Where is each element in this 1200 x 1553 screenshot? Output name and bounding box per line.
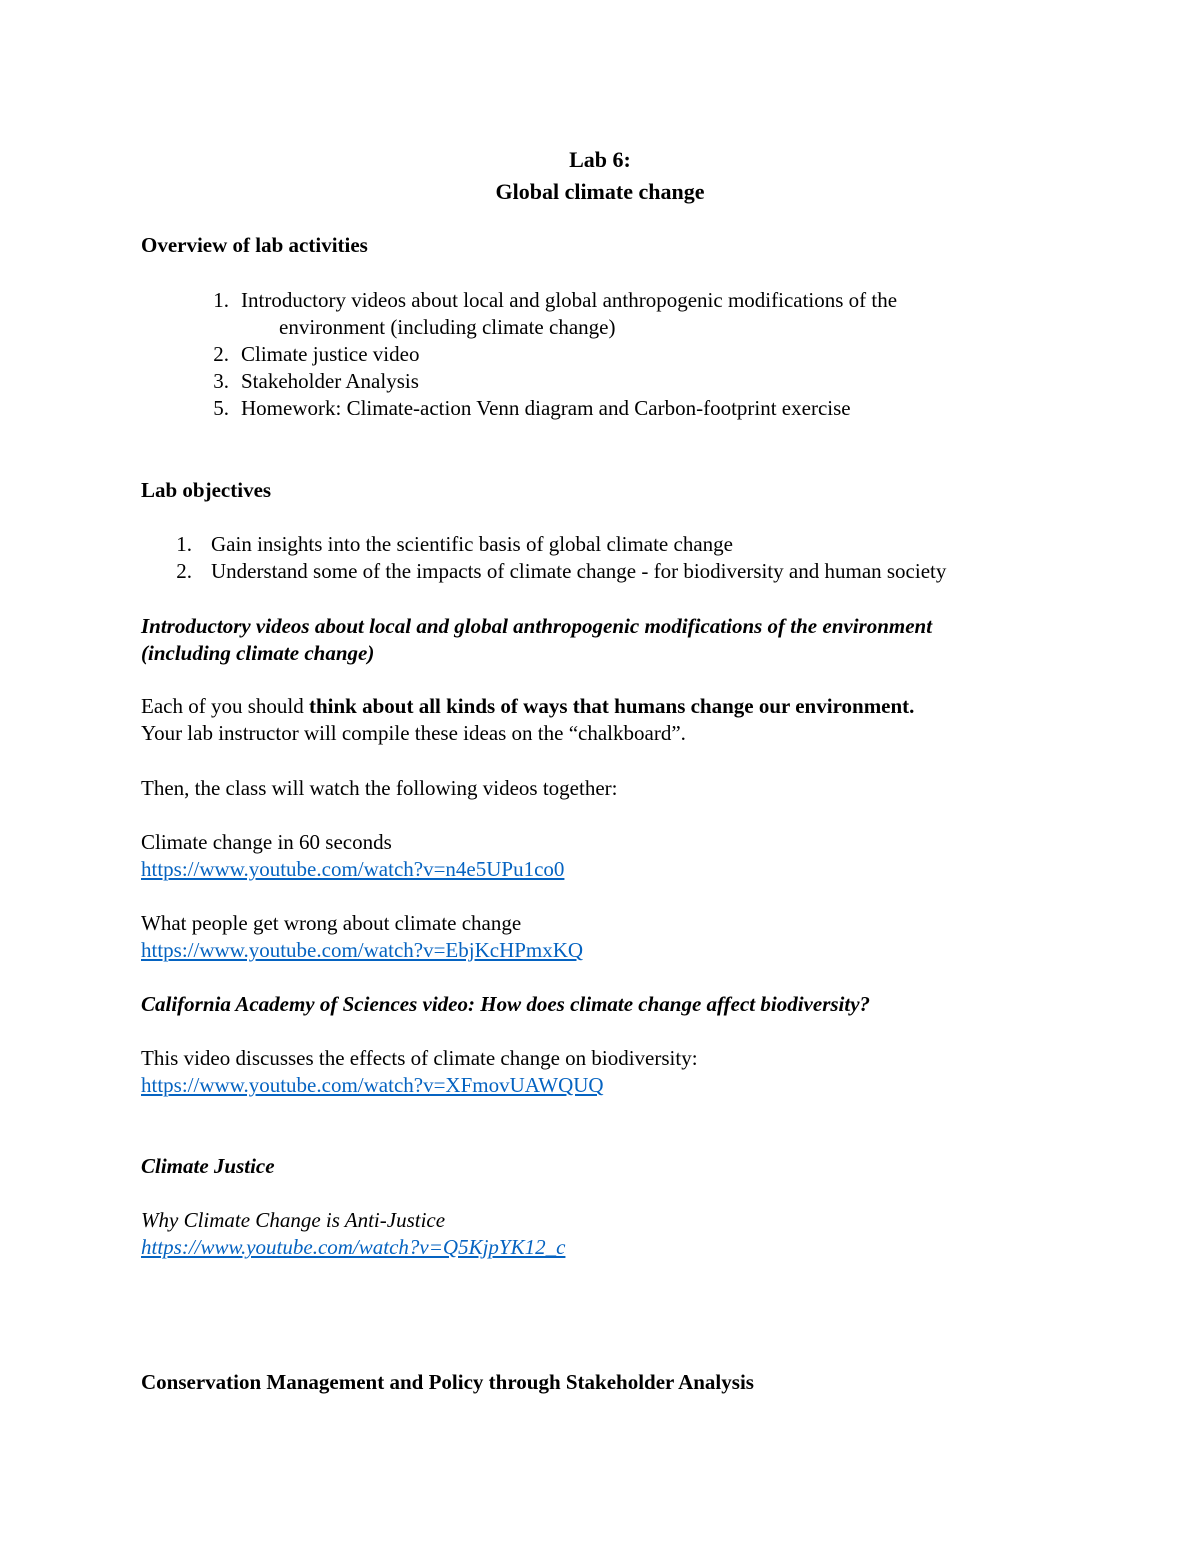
title-line-2: Global climate change [495, 179, 705, 204]
intro-videos-heading-line-2: (including climate change) [141, 641, 375, 665]
overview-heading: Overview of lab activities [141, 233, 368, 257]
cal-academy-text: This video discusses the effects of climate change on biodiversity: [141, 1046, 698, 1070]
overview-item-3-number: 3. [213, 369, 229, 393]
intro-paragraph-line-2: Your lab instructor will compile these ideas on the “chalkboard”. [141, 721, 686, 745]
video-2-title: What people get wrong about climate change [141, 911, 522, 935]
intro-paragraph-bold: think about all kinds of ways that humans change our environment. [308, 694, 915, 718]
climate-justice-video-title: Why Climate Change is Anti-Justice [141, 1208, 446, 1232]
climate-justice-link[interactable]: https://www.youtube.com/watch?v=Q5KjpYK12_c [141, 1235, 566, 1259]
stakeholder-heading: Conservation Management and Policy through Stakeholder Analysis [141, 1370, 754, 1394]
video-1-title: Climate change in 60 seconds [141, 830, 392, 854]
overview-item-1-text: Introductory videos about local and global anthropogenic modifications of the [241, 288, 898, 312]
objectives-heading: Lab objectives [141, 478, 272, 502]
watch-videos-text: Then, the class will watch the following videos together: [141, 776, 618, 800]
objective-2-text: Understand some of the impacts of climate change - for biodiversity and human society [211, 559, 947, 583]
overview-item-2-text: Climate justice video [241, 342, 420, 366]
intro-paragraph-prefix: Each of you should [141, 694, 309, 718]
overview-item-2-number: 2. [213, 342, 229, 366]
cal-academy-heading: California Academy of Sciences video: How does climate change affect biodiversity? [141, 992, 871, 1016]
overview-item-1-number: 1. [213, 288, 229, 312]
intro-paragraph-line-1 [141, 693, 914, 720]
overview-item-5-text: Homework: Climate-action Venn diagram and Carbon-footprint exercise [241, 396, 851, 420]
overview-item-1-continuation: environment (including climate change) [279, 315, 616, 339]
objective-1-number: 1. [176, 532, 192, 556]
overview-item-3-text: Stakeholder Analysis [241, 369, 419, 393]
cal-academy-link[interactable]: https://www.youtube.com/watch?v=XFmovUAWQUQ [141, 1073, 604, 1097]
climate-justice-heading: Climate Justice [141, 1154, 275, 1178]
video-2-link[interactable]: https://www.youtube.com/watch?v=EbjKcHPmxKQ [141, 938, 584, 962]
objective-1-text: Gain insights into the scientific basis of global climate change [211, 532, 733, 556]
video-1-link[interactable]: https://www.youtube.com/watch?v=n4e5UPu1co0 [141, 857, 565, 881]
objective-2-number: 2. [176, 559, 192, 583]
title-line-1: Lab 6: [569, 147, 631, 172]
overview-item-5-number: 5. [213, 396, 229, 420]
intro-videos-heading-line-1: Introductory videos about local and global anthropogenic modifications of the environment [141, 614, 933, 638]
